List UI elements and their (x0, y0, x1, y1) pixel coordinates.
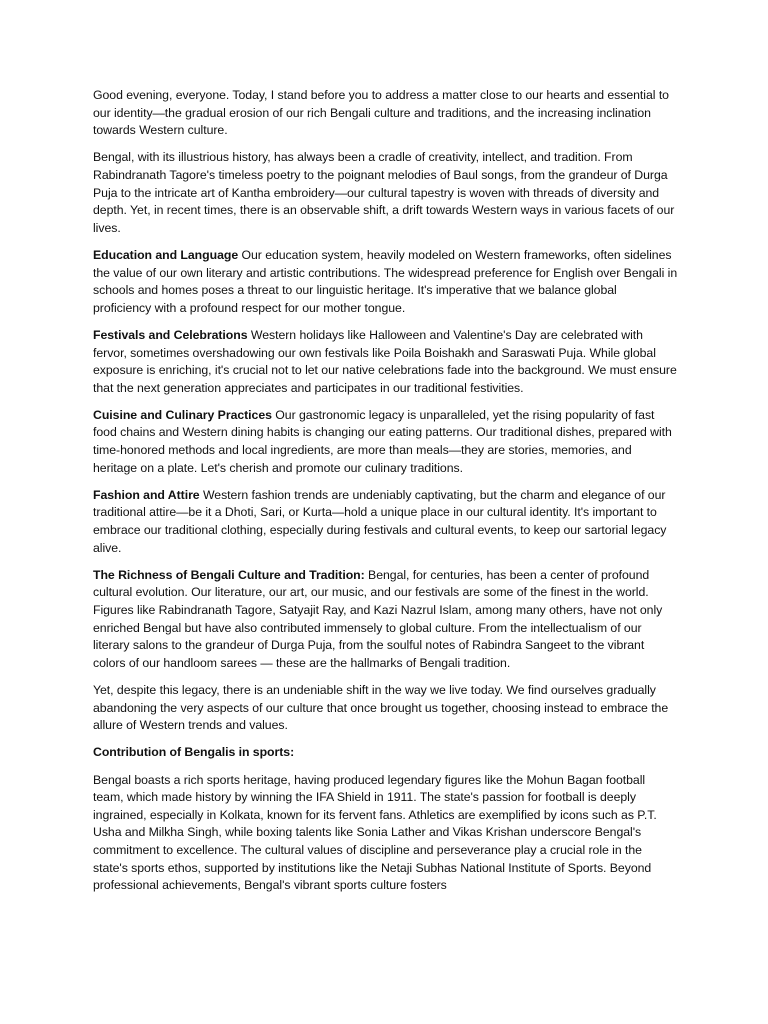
document-body (93, 87, 678, 904)
paragraph-text: Bengal boasts a rich sports heritage, having produced legendary figures like the Mohun Bagan football team, which made history by winning the IFA Shield in 1911. The state's passion for football is deeply ingrained, especially in Kolkata, known for its fervent fans. Athletics are exemplified by icons such as P.T. Usha and Milkha Singh, while boxing talents like Sonia Lather and Vikas Krishan underscore Bengal's commitment to excellence. The cultural values of discipline and perseverance play a crucial role in the state's sports ethos, supported by institutions like the Netaji Subhas National Institute of Sports. Beyond professional achievements, Bengal's vibrant sports culture fosters (93, 772, 657, 893)
richness-paragraph (93, 567, 678, 673)
history-paragraph (93, 149, 678, 237)
section-heading: Cuisine and Culinary Practices (93, 407, 272, 422)
paragraph-text: Good evening, everyone. Today, I stand before you to address a matter close to our hearts and essential to our identity—the gradual erosion of our rich Bengali culture and traditions, and the increasing inclination towards Western culture. (93, 88, 669, 138)
section-heading: Festivals and Celebrations (93, 327, 248, 342)
intro-paragraph (93, 87, 678, 140)
paragraph-text: Our gastronomic legacy is unparalleled, yet the rising popularity of fast food chains and Western dining habits is changing our eating patterns. Our traditional dishes, prepared with time-honored methods and local ingredients, are more than meals—they are stories, memories, and heritage on a plate. Let's cherish and promote our culinary traditions. (93, 407, 672, 475)
paragraph-text: Our education system, heavily modeled on Western frameworks, often sidelines the value of our own literary and artistic contributions. The widespread preference for English over Bengali in schools and homes poses a threat to our linguistic heritage. It's imperative that we balance global proficiency with a profound respect for our mother tongue. (93, 247, 678, 315)
paragraph-text: Western holidays like Halloween and Valentine's Day are celebrated with fervor, sometimes overshadowing our own festivals like Poila Boishakh and Saraswati Puja. While global exposure is enriching, it's crucial not to let our native celebrations fade into the background. We must ensure that the next generation appreciates and participates in our traditional festivities. (93, 327, 677, 395)
education-paragraph (93, 247, 678, 317)
paragraph-text: Western fashion trends are undeniably captivating, but the charm and elegance of our traditional attire—be it a Dhoti, Sari, or Kurta—hold a unique place in our cultural identity. It's important to embrace our traditional clothing, especially during festivals and cultural events, to keep our sartorial legacy alive. (93, 487, 667, 555)
section-heading: Contribution of Bengalis in sports: (93, 745, 295, 760)
cuisine-paragraph (93, 407, 678, 477)
festivals-paragraph (93, 327, 678, 397)
paragraph-text: Bengal, for centuries, has been a center of profound cultural evolution. Our literature, our art, our music, and our festivals are some of the finest in the world. Figures like Rabindranath Tagore, Satyajit Ray, and Kazi Nazrul Islam, among many others, have not only enriched Bengal but have also contributed immensely to global culture. From the intellectualism of our literary salons to the grandeur of Durga Puja, from the soulful notes of Rabindra Sangeet to the vibrant colors of our handloom sarees — these are the hallmarks of Bengali tradition. (93, 567, 663, 670)
section-heading: The Richness of Bengali Culture and Tradition: (93, 567, 365, 582)
paragraph-text: Yet, despite this legacy, there is an undeniable shift in the way we live today. We find ourselves gradually abandoning the very aspects of our culture that once brought us together, choosing instead to embrace the allure of Western trends and values. (93, 682, 669, 733)
section-heading: Fashion and Attire (93, 487, 200, 502)
section-heading: Education and Language (93, 247, 239, 262)
shift-paragraph (93, 682, 678, 735)
paragraph-text: Bengal, with its illustrious history, has always been a cradle of creativity, intellect, and tradition. From Rabindranath Tagore's timeless poetry to the poignant melodies of Baul songs, from the grandeur of Durga Puja to the intricate art of Kantha embroidery—our cultural tapestry is woven with threads of diversity and depth. Yet, in recent times, there is an observable shift, a drift towards Western ways in various facets of our lives. (93, 150, 675, 235)
sports-paragraph (93, 772, 678, 895)
fashion-paragraph (93, 487, 678, 557)
sports-heading-paragraph (93, 744, 678, 762)
